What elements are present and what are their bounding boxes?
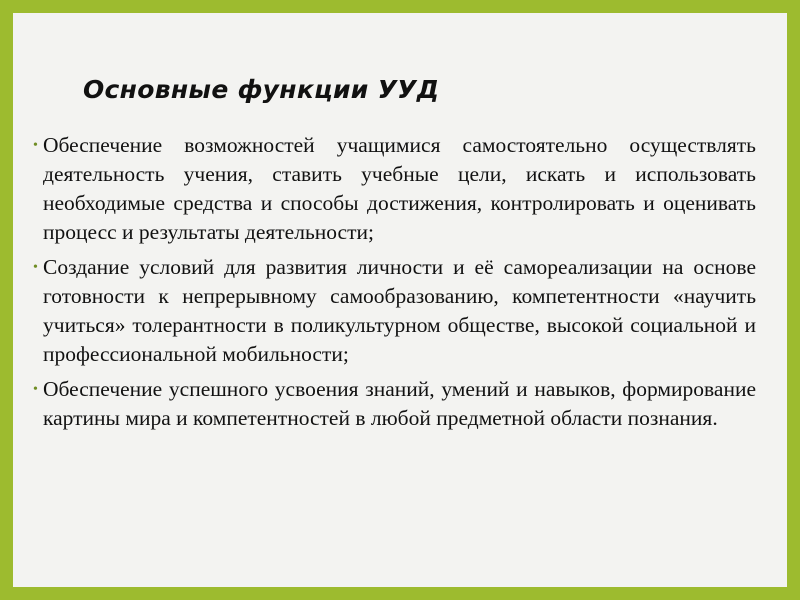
bullet-marker: • <box>33 138 38 153</box>
bullet-item <box>33 131 756 247</box>
bullet-list <box>33 131 756 439</box>
bullet-item <box>33 253 756 369</box>
bullet-marker: • <box>33 382 38 397</box>
bullet-marker: • <box>33 260 38 275</box>
bullet-text: Обеспечение успешного усвоения знаний, умений и навыков, формирование картины мира и компетентностей в любой предметной области познания. <box>43 377 756 430</box>
bullet-text: Создание условий для развития личности и её самореализации на основе готовности к непрерывному самообразованию, компетентности «научить учиться» толерантности в поликультурном обществе, высокой социальной и профессиональной мобильности; <box>43 255 756 366</box>
bullet-text: Обеспечение возможностей учащимися самостоятельно осуществлять деятельность учения, ставить учебные цели, искать и использовать необходимые средства и способы достижения, контролировать и оценивать процесс и результаты деятельности; <box>43 133 756 244</box>
slide <box>13 13 787 587</box>
slide-title: Основные функции УУД <box>83 75 440 104</box>
bullet-item <box>33 375 756 433</box>
